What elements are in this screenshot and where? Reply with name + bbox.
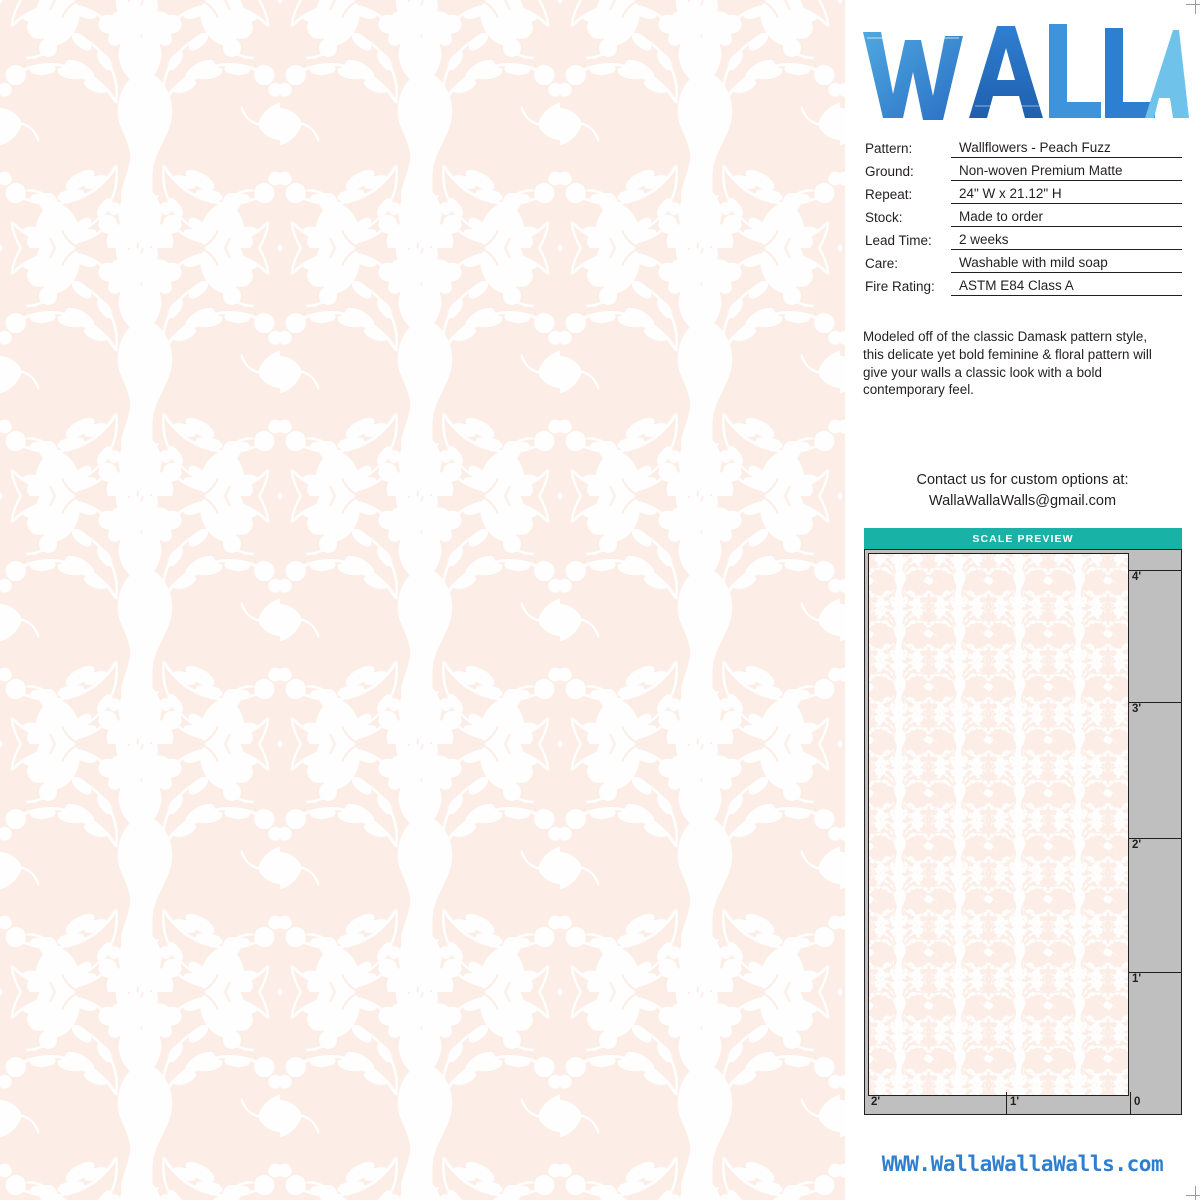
spec-label-stock: Stock: — [865, 210, 903, 225]
spec-row-stock — [865, 209, 1182, 227]
scale-preview — [864, 528, 1182, 1115]
scale-tick-2ft: 2' — [1129, 838, 1181, 851]
scale-tick-0ft-horizontal: 0 — [1130, 1092, 1180, 1114]
spec-table — [865, 140, 1182, 301]
scale-preview-body — [864, 549, 1182, 1115]
spec-label-repeat: Repeat: — [865, 187, 913, 202]
brand-logo — [859, 14, 1189, 126]
spec-label-fire-rating: Fire Rating: — [865, 279, 935, 294]
scale-tick-3ft: 3' — [1129, 702, 1181, 715]
spec-value-pattern: Wallflowers - Peach Fuzz — [951, 140, 1182, 158]
registration-tick-bottom-right — [1186, 1195, 1200, 1196]
spec-row-fire-rating — [865, 278, 1182, 296]
scale-tick-1ft-horizontal: 1' — [1006, 1092, 1130, 1114]
scale-preview-pattern — [869, 554, 1128, 1095]
spec-label-ground: Ground: — [865, 164, 914, 179]
product-info-panel — [845, 0, 1200, 1200]
spec-value-care: Washable with mild soap — [951, 255, 1182, 273]
scale-tick-1ft: 1' — [1129, 972, 1181, 985]
spec-value-stock: Made to order — [951, 209, 1182, 227]
spec-value-fire-rating: ASTM E84 Class A — [951, 278, 1182, 296]
spec-label-care: Care: — [865, 256, 899, 271]
spec-label-pattern: Pattern: — [865, 141, 913, 156]
spec-row-ground — [865, 163, 1182, 181]
spec-row-care — [865, 255, 1182, 273]
spec-value-repeat: 24" W x 21.12" H — [951, 186, 1182, 204]
scale-preview-wall — [868, 553, 1129, 1096]
product-description: Modeled off of the classic Damask pattern style, this delicate yet bold feminine & floral pattern will give your walls a classic look with a bold contemporary feel. — [863, 329, 1152, 398]
spec-value-lead-time: 2 weeks — [951, 232, 1182, 250]
contact-email[interactable]: WallaWallaWalls@gmail.com — [928, 493, 1117, 510]
spec-value-ground: Non-woven Premium Matte — [951, 163, 1182, 181]
registration-tick-top — [1195, 0, 1196, 14]
contact-block — [845, 470, 1200, 512]
scale-preview-header: SCALE PREVIEW — [864, 528, 1182, 549]
brand-logo-icon — [859, 14, 1189, 126]
spec-row-pattern — [865, 140, 1182, 158]
registration-tick-top-right — [1186, 4, 1200, 5]
scale-tick-4ft: 4' — [1129, 570, 1181, 583]
scale-tick-2ft-horizontal: 2' — [871, 1096, 881, 1108]
spec-label-lead-time: Lead Time: — [865, 233, 932, 248]
spec-row-lead-time — [865, 232, 1182, 250]
spec-row-repeat — [865, 186, 1182, 204]
registration-tick-bottom — [1195, 1186, 1196, 1200]
contact-prompt: Contact us for custom options at: — [916, 472, 1129, 488]
website-url[interactable]: WWW.WallaWallaWalls.com — [881, 1152, 1164, 1176]
